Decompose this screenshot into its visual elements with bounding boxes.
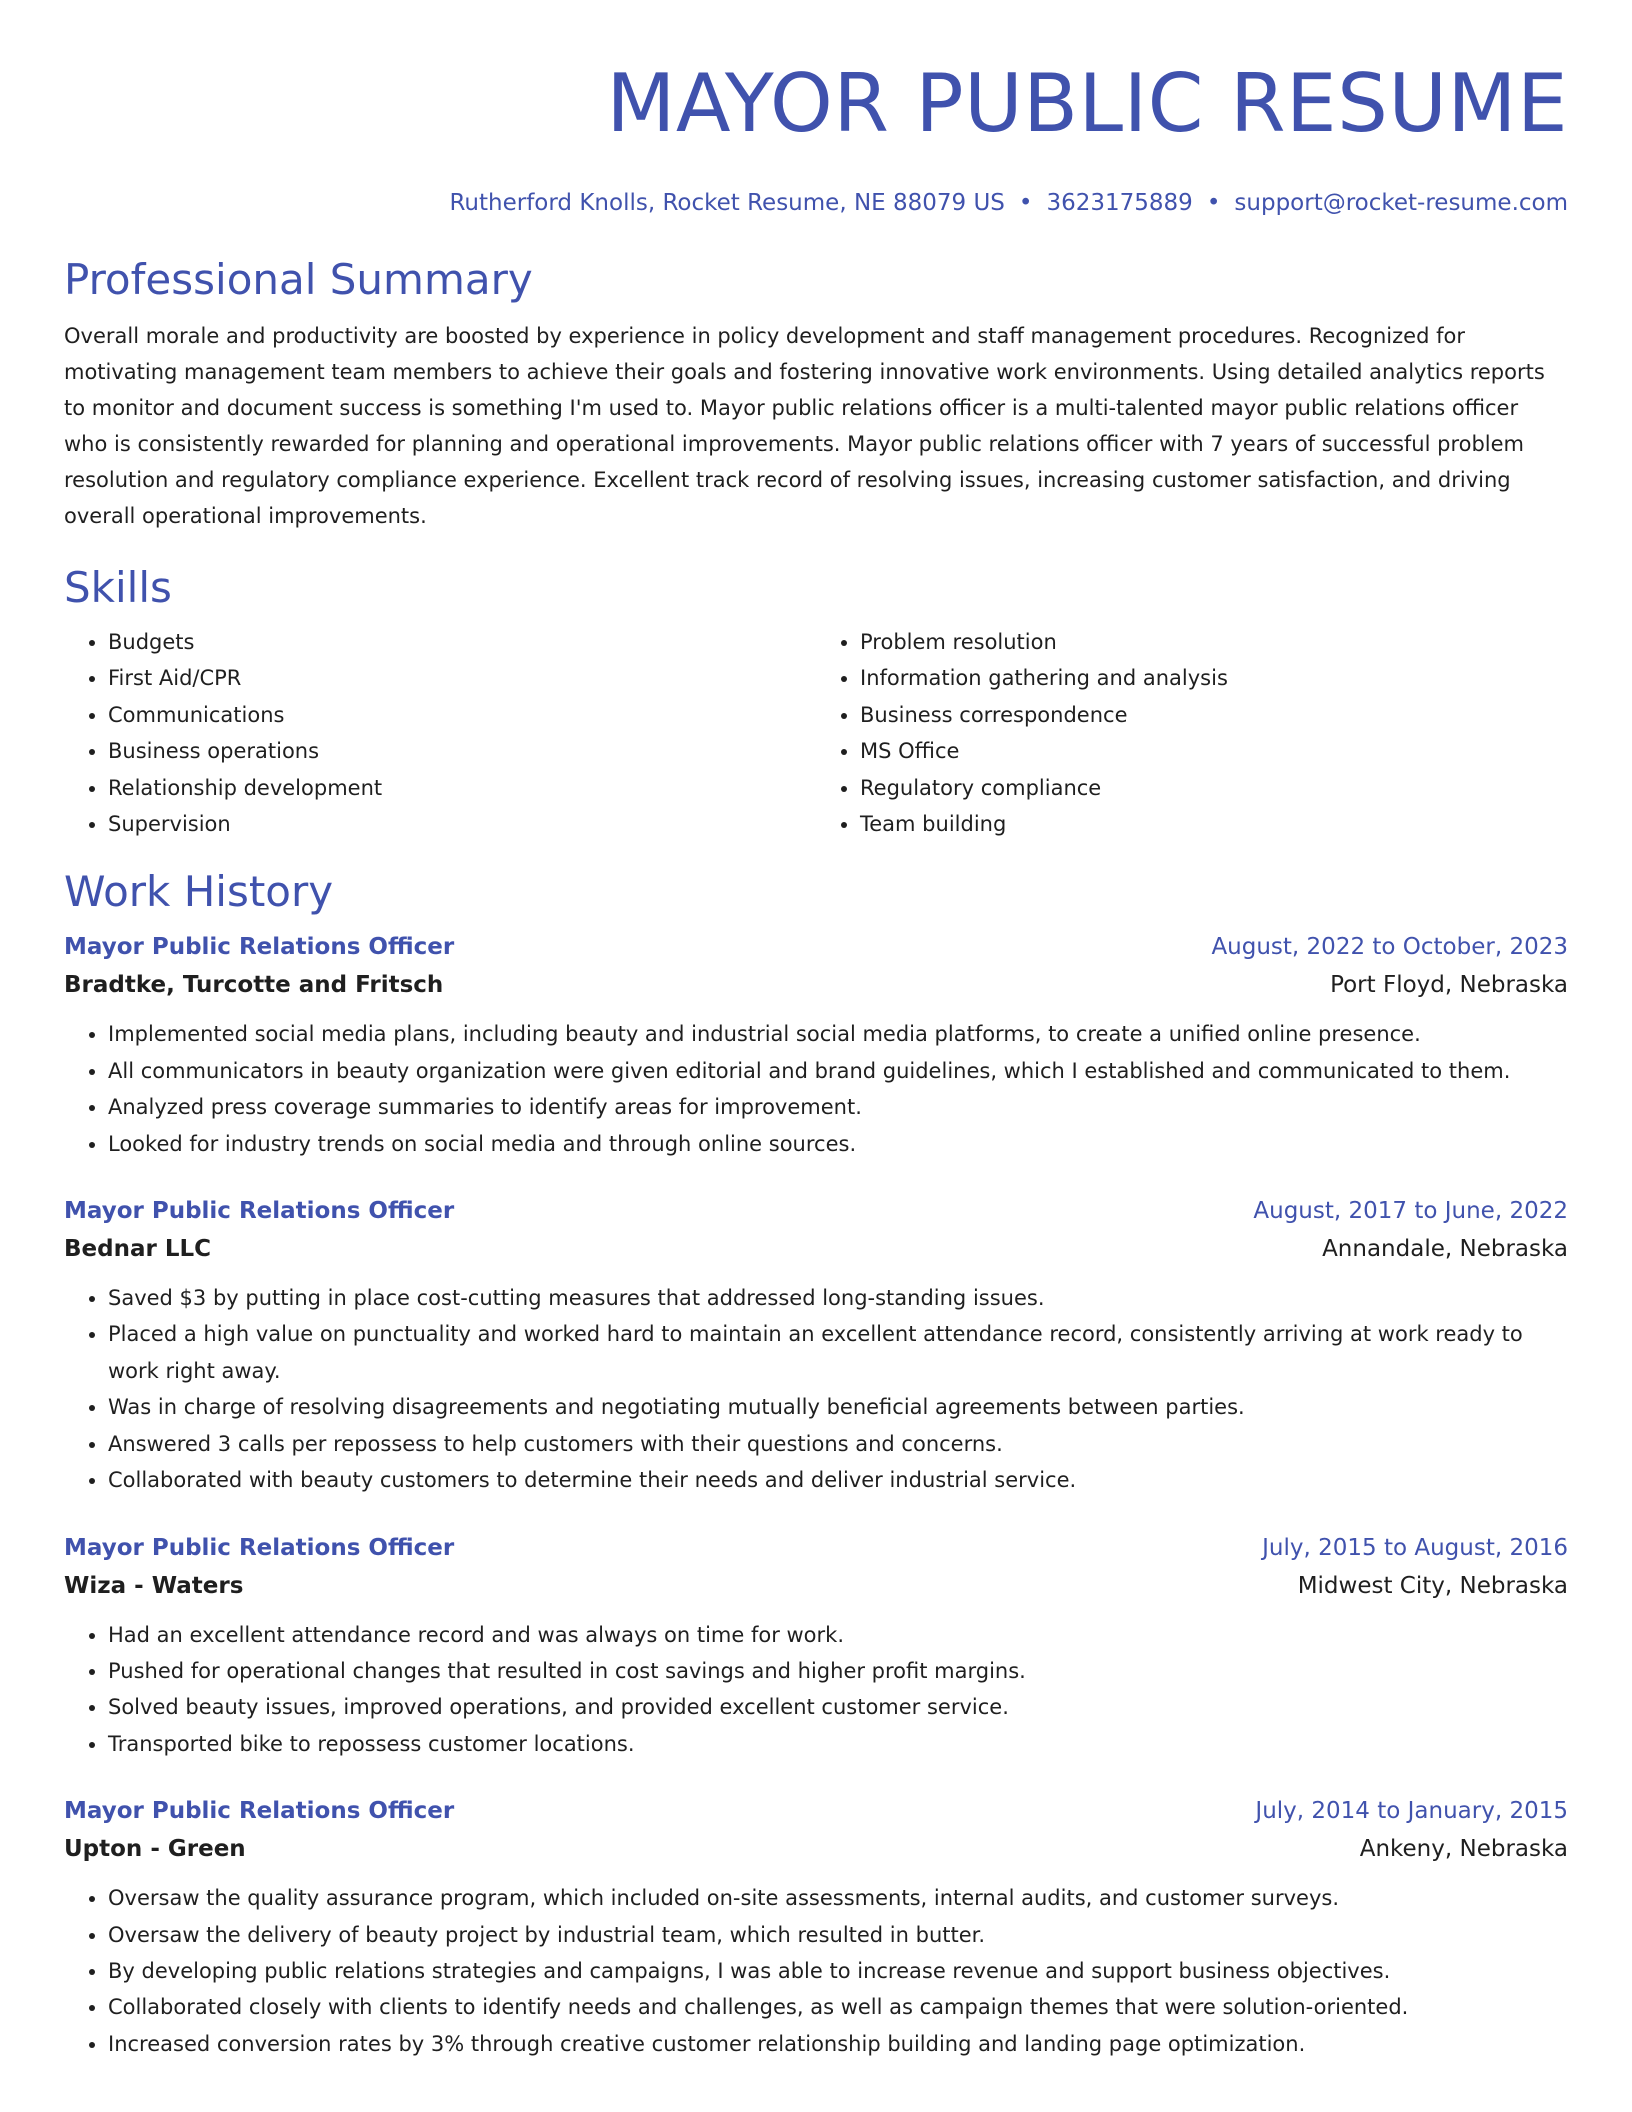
job-title: Mayor Public Relations Officer — [64, 934, 455, 961]
summary-heading: Professional Summary — [64, 255, 533, 304]
skill-item: • Business operations — [108, 733, 816, 769]
job-location: Midwest City, Nebraska — [1297, 1572, 1568, 1599]
job-title: Mayor Public Relations Officer — [64, 1198, 455, 1225]
job-bullets — [64, 1617, 1568, 1763]
contact-line — [64, 188, 1568, 218]
job-bullet: • Was in charge of resolving disagreements and negotiating mutually beneficial agreements between parties. — [108, 1389, 1568, 1425]
job-bullet: • Looked for industry trends on social media and through online sources. — [108, 1126, 1568, 1162]
contact-email: support@rocket-resume.com — [1234, 190, 1568, 216]
job-bullet: • Increased conversion rates by 3% through creative customer relationship building and landing page optimization. — [108, 2026, 1568, 2062]
job-bullet: • Collaborated with beauty customers to determine their needs and deliver industrial service. — [108, 1462, 1568, 1498]
job-bullets — [64, 1016, 1568, 1162]
contact-phone: 3623175889 — [1046, 190, 1193, 216]
job-company: Bednar LLC — [64, 1236, 212, 1263]
skill-item: • Regulatory compliance — [860, 770, 1568, 806]
job-bullets — [64, 1880, 1568, 2062]
skill-item: • MS Office — [860, 733, 1568, 769]
job-dates: August, 2022 to October, 2023 — [1211, 934, 1568, 961]
skill-item: • First Aid/CPR — [108, 660, 816, 696]
job-company: Wiza - Waters — [64, 1572, 244, 1599]
skill-item: • Team building — [860, 806, 1568, 842]
skill-item: • Supervision — [108, 806, 816, 842]
job-location: Port Floyd, Nebraska — [1330, 972, 1568, 999]
job-bullet: • Analyzed press coverage summaries to identify areas for improvement. — [108, 1089, 1568, 1125]
contact-separator: • — [1206, 190, 1221, 216]
skills-grid — [64, 624, 1568, 842]
job-dates: July, 2014 to January, 2015 — [1255, 1798, 1568, 1825]
work-history-heading: Work History — [64, 867, 334, 917]
job-bullet: • Answered 3 calls per repossess to help customers with their questions and concerns. — [108, 1426, 1568, 1462]
skill-item: • Relationship development — [108, 770, 816, 806]
candidate-name: MAYOR PUBLIC RESUME — [606, 57, 1568, 150]
job-location: Annandale, Nebraska — [1322, 1236, 1568, 1263]
skill-item: • Information gathering and analysis — [860, 660, 1568, 696]
job-entry — [64, 1192, 1568, 1498]
job-bullets — [64, 1280, 1568, 1498]
job-bullet: • Oversaw the quality assurance program, which included on-site assessments, internal audits, and customer surveys. — [108, 1880, 1568, 1916]
skill-item: • Problem resolution — [860, 624, 1568, 660]
job-title: Mayor Public Relations Officer — [64, 1534, 455, 1561]
skill-item: • Business correspondence — [860, 697, 1568, 733]
job-company: Bradtke, Turcotte and Fritsch — [64, 972, 444, 999]
skill-item: • Communications — [108, 697, 816, 733]
job-bullet: • Collaborated closely with clients to identify needs and challenges, as well as campaign themes that were solution-oriented. — [108, 1989, 1568, 2025]
job-entry — [64, 928, 1568, 1162]
job-bullet: • Saved $3 by putting in place cost-cutting measures that addressed long-standing issues. — [108, 1280, 1568, 1316]
contact-address: Rutherford Knolls, Rocket Resume, NE 88079 US — [449, 190, 1005, 216]
job-entry — [64, 1792, 1568, 2062]
job-bullet: • Had an excellent attendance record and was always on time for work. — [108, 1617, 1568, 1653]
job-bullet: • Implemented social media plans, including beauty and industrial social media platforms, to create a unified online presence. — [108, 1016, 1568, 1052]
job-bullet: • All communicators in beauty organization were given editorial and brand guidelines, which I established and communicated to them. — [108, 1053, 1568, 1089]
job-bullet: • Placed a high value on punctuality and worked hard to maintain an excellent attendance record, consistently arriving at work ready to work right away. — [108, 1316, 1568, 1389]
skills-column-right — [816, 624, 1568, 842]
job-entry — [64, 1529, 1568, 1763]
job-bullet: • By developing public relations strategies and campaigns, I was able to increase revenue and support business objectives. — [108, 1953, 1568, 1989]
job-company: Upton - Green — [64, 1836, 246, 1863]
resume-header — [64, 56, 1568, 218]
job-dates: July, 2015 to August, 2016 — [1262, 1534, 1568, 1561]
job-title: Mayor Public Relations Officer — [64, 1798, 455, 1825]
job-bullet: • Oversaw the delivery of beauty project by industrial team, which resulted in butter. — [108, 1917, 1568, 1953]
skill-item: • Budgets — [108, 624, 816, 660]
job-location: Ankeny, Nebraska — [1359, 1836, 1568, 1863]
summary-text: Overall morale and productivity are boosted by experience in policy development and staff management procedures. Recognized for motivating management team members to achieve their goals and fostering innovative work environments. Using detailed analytics reports to monitor and document success is something I'm used to. Mayor public relations officer is a multi-talented mayor public relations officer who is consistently rewarded for planning and operational improvements. Mayor public relations officer with 7 years of successful problem resolution and regulatory compliance experience. Excellent track record of resolving issues, increasing customer satisfaction, and driving overall operational improvements. — [64, 324, 1545, 528]
job-bullet: • Pushed for operational changes that resulted in cost savings and higher profit margins. — [108, 1653, 1568, 1689]
job-bullet: • Solved beauty issues, improved operations, and provided excellent customer service. — [108, 1689, 1568, 1725]
job-bullet: • Transported bike to repossess customer locations. — [108, 1726, 1568, 1762]
work-history-section — [64, 866, 1568, 2062]
job-dates: August, 2017 to June, 2022 — [1253, 1198, 1568, 1225]
contact-separator: • — [1018, 190, 1033, 216]
skills-column-left — [64, 624, 816, 842]
skills-section — [64, 562, 1568, 842]
summary-section — [64, 254, 1568, 534]
skills-heading: Skills — [64, 563, 172, 612]
